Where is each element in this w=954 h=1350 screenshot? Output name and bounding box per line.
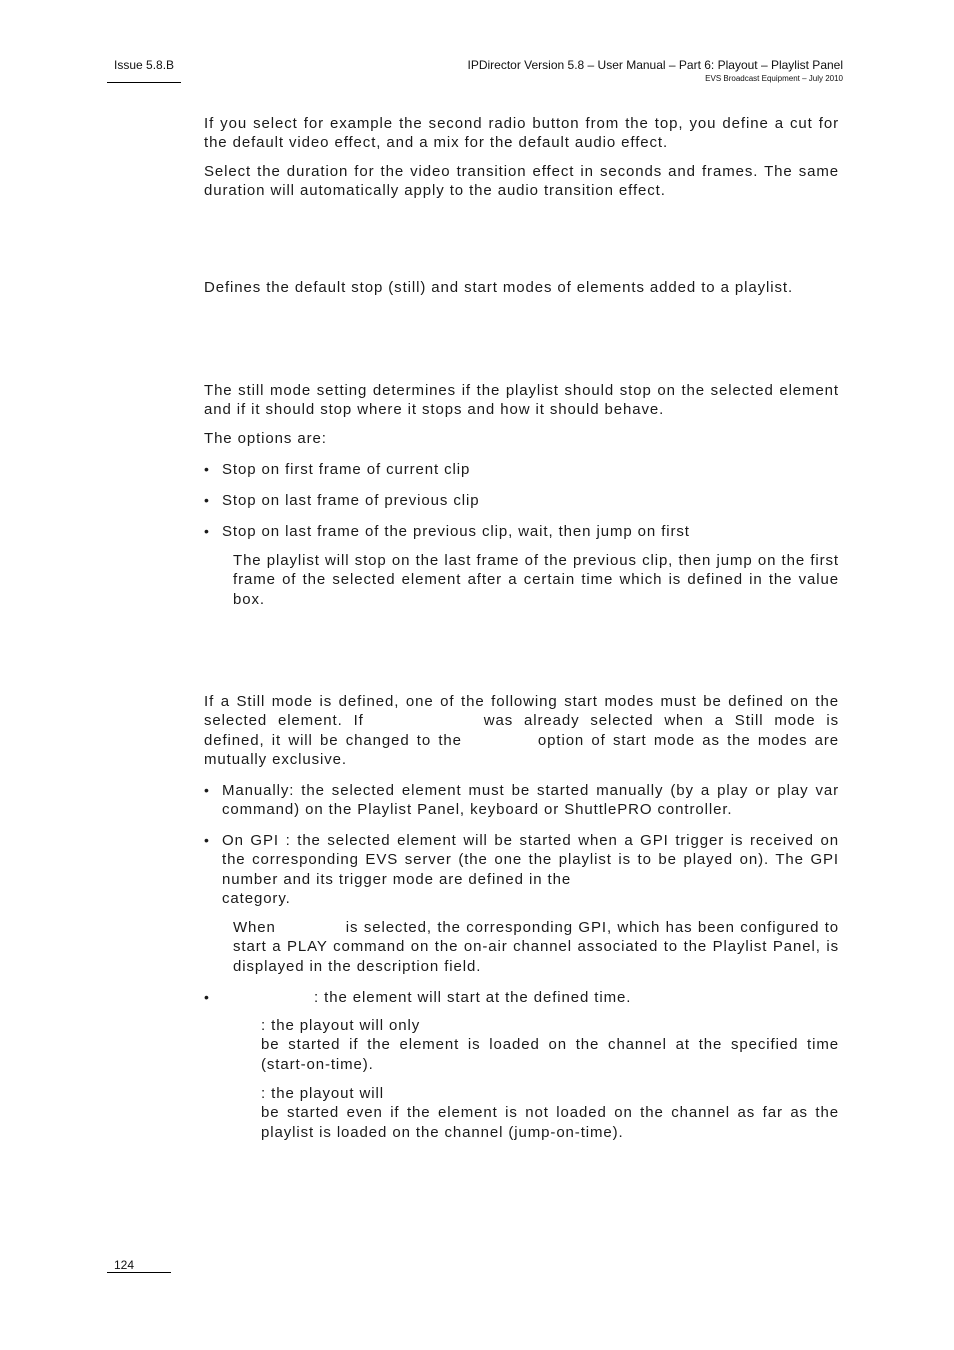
paragraph-start-mode [204, 692, 839, 769]
document-title: IPDirector Version 5.8 – User Manual – Part 6: Playout – Playlist Panel [467, 58, 843, 72]
bullet-icon: • [204, 461, 210, 477]
strict-time-text-b: be started if the element is loaded on the channel at the specified time (start-on-time). [261, 1036, 839, 1073]
list-item [204, 831, 839, 908]
start-manually: Manually: the selected element must be started manually (by a play or play var command) on the Playlist Panel, keyboard or ShuttlePRO controller. [222, 782, 839, 819]
bullet-icon: • [204, 989, 210, 1005]
paragraph-default-modes: Defines the default stop (still) and start modes of elements added to a playlist. [204, 279, 794, 296]
page-number: 124 [114, 1258, 135, 1272]
jump-time-text-b: be started even if the element is not loaded on the channel as far as the playlist is loaded on the channel (jump-on-time). [261, 1104, 839, 1141]
start-on-gpi-category: category. [222, 889, 291, 907]
bullet-icon: • [204, 523, 210, 539]
start-on-time-text: : the element will start at the defined time. [314, 989, 632, 1006]
paragraph-strict-time [261, 1016, 839, 1074]
strict-time-text-a: : the playout will only [261, 1017, 421, 1034]
still-option-1: Stop on first frame of current clip [222, 461, 471, 478]
list-item [204, 988, 839, 1007]
list-item [204, 491, 839, 510]
start-on-gpi [222, 831, 839, 908]
list-item [204, 781, 839, 820]
start-on-gpi-text: On GPI : the selected element will be started when a GPI trigger is received on the corresponding EVS server (the one the playlist is to be played on). The GPI number and its trigger mode are defined in the [222, 832, 839, 888]
start-on-time [222, 988, 839, 1007]
footer-rule [107, 1272, 171, 1273]
bullet-icon: • [204, 492, 210, 508]
paragraph-jump-time [261, 1084, 839, 1142]
start-mode-text-a: If a Still mode is defined, one of the following start modes must be defined on the selected element. If [204, 693, 839, 730]
gpi-text-b: is selected, the corresponding GPI, which has been configured to start a PLAY command on the on-air channel associated to the Playlist Panel, is displayed in the description field. [233, 919, 839, 975]
paragraph-radio-example: If you select for example the second radio button from the top, you define a cut for the default video effect, and a mix for the default audio effect. [204, 115, 839, 152]
still-option-3: Stop on last frame of the previous clip, wait, then jump on first [222, 523, 690, 540]
bullet-icon: • [204, 832, 210, 848]
jump-time-text-a: : the playout will [261, 1085, 384, 1102]
issue-label: Issue 5.8.B [114, 58, 175, 72]
start-mode-text-c: option of start mode as the modes are mutually exclusive. [204, 731, 839, 768]
paragraph-gpi-description [233, 918, 839, 976]
header-rule [107, 82, 181, 83]
bullet-icon: • [204, 782, 210, 798]
paragraph-options: The options are: [204, 430, 327, 447]
document-subtitle: EVS Broadcast Equipment – July 2010 [705, 74, 843, 83]
list-item [204, 460, 839, 479]
paragraph-duration: Select the duration for the video transition effect in seconds and frames. The same duration will automatically apply to the audio transition effect. [204, 163, 839, 200]
paragraph-still-mode: The still mode setting determines if the playlist should stop on the selected element and if it should stop where it stops and how it should behave. [204, 382, 839, 419]
list-item [204, 522, 839, 541]
still-option-2: Stop on last frame of previous clip [222, 492, 480, 509]
start-mode-text-b: was already selected when a Still mode is defined, it will be changed to the [204, 712, 839, 749]
paragraph-wait-jump: The playlist will stop on the last frame of the previous clip, then jump on the first frame of the selected element after a certain time which is defined in the value box. [233, 552, 839, 608]
gpi-text-a: When [233, 919, 276, 936]
